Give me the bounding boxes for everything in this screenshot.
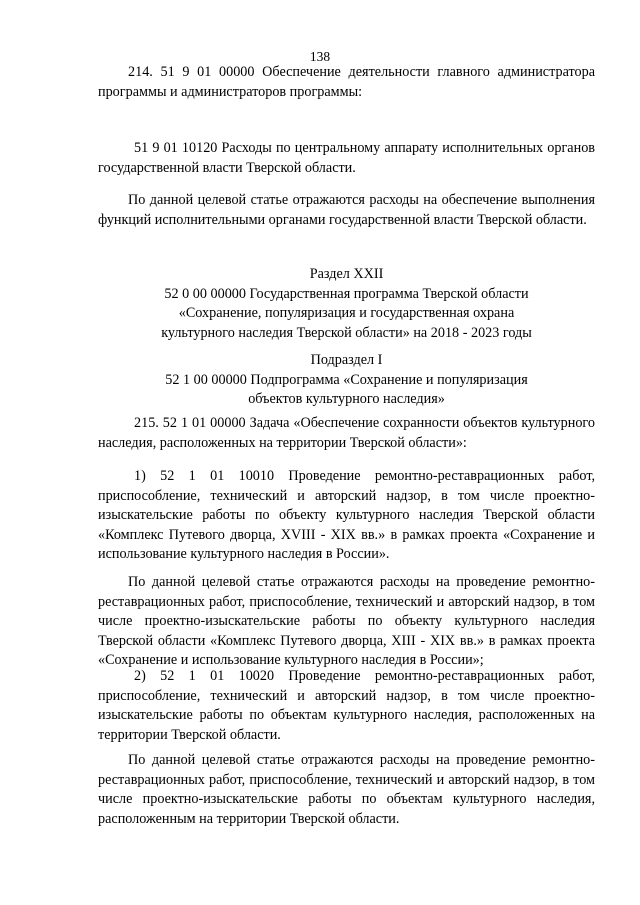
paragraph-215: 215. 52 1 01 00000 Задача «Обеспечение сохранности объектов культурного наследия, расположенных на территории Тверской области»:	[98, 415, 595, 451]
section-line: 52 0 00 00000 Государственная программа Тверской области	[164, 285, 529, 302]
paragraph-description-3: По данной целевой статье отражаются расходы на проведение ремонтно-реставрационных работ, приспособление, технический и авторский надзор, в том числе проектно-изыскательские работы по объектам культурного наследия, расположенным на территории Тверской области.	[98, 752, 595, 827]
paragraph-214: 214. 51 9 01 00000 Обеспечение деятельности главного администратора программы и администраторов программы:	[98, 64, 595, 100]
subsection-line: объектов культурного наследия»	[248, 391, 445, 408]
page-number: 138	[309, 49, 331, 64]
paragraph-item-2: 2) 52 1 01 10020 Проведение ремонтно-реставрационных работ, приспособление, технический и авторский надзор, в том числе проектно-изыскательские работы по объектам культурного наследия, расположенных на территории Тверской области.	[98, 668, 595, 743]
subsection-title: Подраздел I	[310, 352, 383, 368]
section-heading	[98, 265, 595, 343]
section-line: «Сохранение, популяризация и государственная охрана	[178, 305, 515, 322]
paragraph-description-1: По данной целевой статье отражаются расходы на обеспечение выполнения функций исполнительными органами государственной власти Тверской области.	[98, 192, 595, 228]
section-title: Раздел XXII	[309, 266, 384, 282]
section-line: культурного наследия Тверской области» на 2018 - 2023 годы	[161, 324, 532, 341]
paragraph-expense-code: 51 9 01 10120 Расходы по центральному аппарату исполнительных органов государственной власти Тверской области.	[98, 140, 595, 176]
subsection-heading	[98, 351, 595, 410]
paragraph-description-2: По данной целевой статье отражаются расходы на проведение ремонтно-реставрационных работ, приспособление, технический и авторский надзор, в том числе проектно-изыскательские работы по объекту культурного наследия Тверской области «Комплекс Путевого дворца, XIII - XIX вв.» в рамках проекта «Сохранение и использование культурного наследия в России»;	[98, 574, 595, 669]
subsection-line: 52 1 00 00000 Подпрограмма «Сохранение и популяризация	[165, 371, 528, 388]
paragraph-item-1: 1) 52 1 01 10010 Проведение ремонтно-реставрационных работ, приспособление, технический и авторский надзор, в том числе проектно-изыскательские работы по объекту культурного наследия Тверской области «Комплекс Путевого дворца, XVIII - XIX вв.» в рамках проекта «Сохранение и использование культурного наследия в России».	[98, 468, 595, 563]
